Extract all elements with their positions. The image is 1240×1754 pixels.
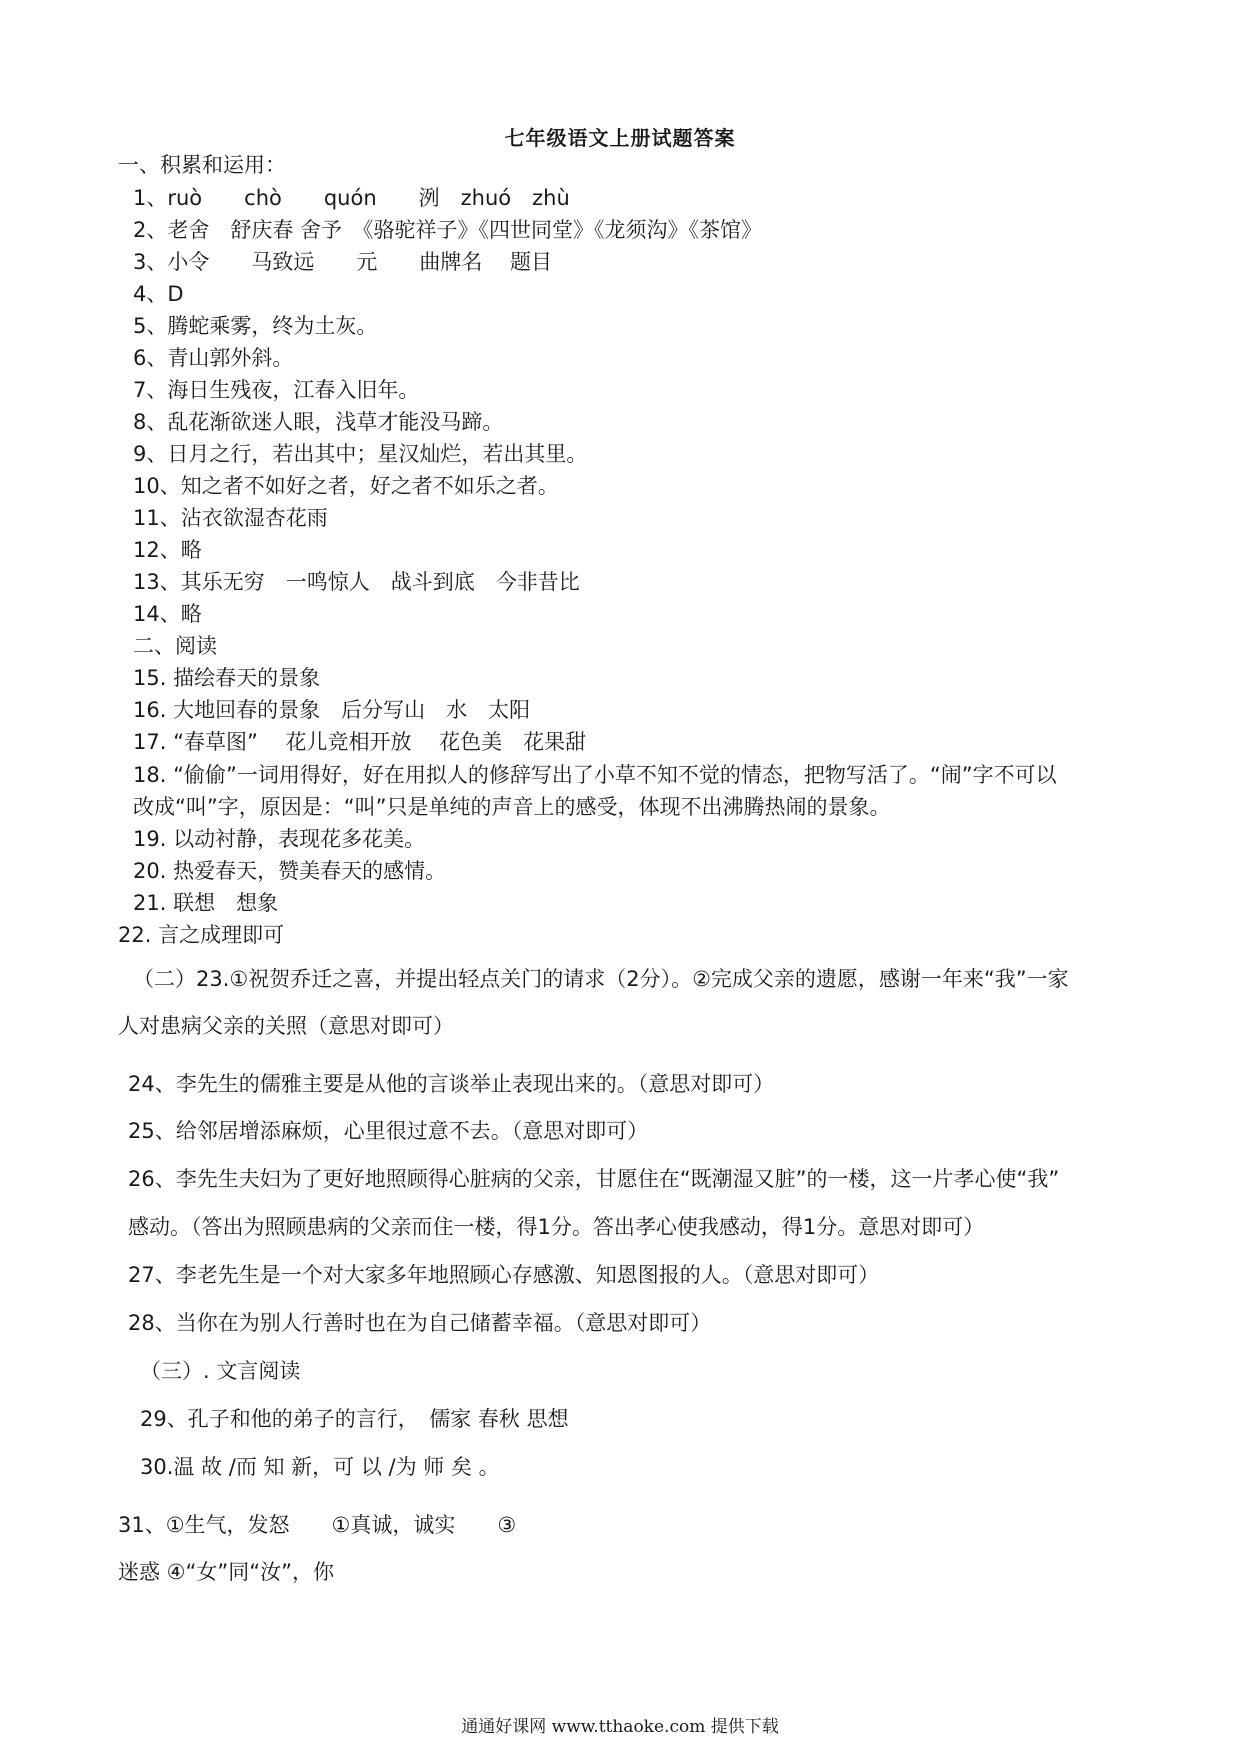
answer-line: 19. 以动衬静，表现花多花美。 bbox=[133, 827, 426, 851]
answer-line: 9、日月之行，若出其中；星汉灿烂，若出其里。 bbox=[133, 442, 588, 466]
answer-line: 7、海日生残夜，江春入旧年。 bbox=[133, 378, 420, 402]
answer-line: 4、D bbox=[133, 282, 184, 306]
answer-line: 感动。（答出为照顾患病的父亲而住一楼，得1分。答出孝心使我感动，得1分。意思对即可） bbox=[128, 1215, 985, 1239]
section-heading: （三）. 文言阅读 bbox=[140, 1359, 301, 1383]
answer-line: 31、①生气，发怒 ①真诚，诚实 ③ bbox=[118, 1513, 517, 1537]
answer-line: 人对患病父亲的关照（意思对即可） bbox=[118, 1014, 454, 1038]
answer-line: 3、小令 马致远 元 曲牌名 题目 bbox=[133, 250, 553, 274]
answer-line: 26、李先生夫妇为了更好地照顾得心脏病的父亲，甘愿住在“既潮湿又脏”的一楼，这一片孝心使“我” bbox=[128, 1167, 1060, 1191]
answer-line: 27、李老先生是一个对大家多年地照顾心存感激、知恩图报的人。（意思对即可） bbox=[128, 1263, 880, 1287]
answer-line: 17. “春草图” 花儿竞相开放 花色美 花果甜 bbox=[133, 730, 587, 754]
answer-line: 24、李先生的儒雅主要是从他的言谈举止表现出来的。（意思对即可） bbox=[128, 1072, 775, 1096]
answer-line: 15. 描绘春天的景象 bbox=[133, 666, 321, 690]
answer-line: 30.温 故 /而 知 新，可 以 /为 师 矣 。 bbox=[140, 1455, 500, 1479]
answer-line: 10、知之者不如好之者，好之者不如乐之者。 bbox=[133, 474, 559, 498]
page-title: 七年级语文上册试题答案 bbox=[504, 126, 736, 150]
answer-line: 28、当你在为别人行善时也在为自己储蓄幸福。（意思对即可） bbox=[128, 1311, 712, 1335]
answer-line: 5、腾蛇乘雾，终为土灰。 bbox=[133, 314, 378, 338]
answer-line: 14、略 bbox=[133, 602, 202, 626]
answer-line: 21. 联想 想象 bbox=[133, 891, 279, 915]
answer-line: 1、ruò chò quón 洌 zhuó zhù bbox=[133, 186, 570, 210]
answer-line: 29、孔子和他的弟子的言行， 儒家 春秋 思想 bbox=[140, 1407, 569, 1431]
answer-line: 18. “偷偷”一词用得好，好在用拟人的修辞写出了小草不知不觉的情态，把物写活了。“闹”字不可以 bbox=[133, 763, 1057, 787]
answer-line: 16. 大地回春的景象 后分写山 水 太阳 bbox=[133, 698, 531, 722]
answer-line: 迷惑 ④“女”同“汝”，你 bbox=[118, 1560, 335, 1584]
page-footer: 通通好课网 www.tthaoke.com 提供下载 bbox=[461, 1717, 779, 1737]
answer-line: 8、乱花渐欲迷人眼，浅草才能没马蹄。 bbox=[133, 410, 504, 434]
answer-line: （二）23.①祝贺乔迁之喜，并提出轻点关门的请求（2分）。②完成父亲的遗愿，感谢一年来“我”一家 bbox=[133, 967, 1069, 991]
answer-line: 25、给邻居增添麻烦，心里很过意不去。（意思对即可） bbox=[128, 1119, 649, 1143]
answer-line: 22. 言之成理即可 bbox=[118, 923, 285, 947]
answer-line: 12、略 bbox=[133, 538, 202, 562]
answer-line: 11、沾衣欲湿杏花雨 bbox=[133, 506, 328, 530]
section-heading: 一、积累和运用： bbox=[118, 153, 286, 177]
answer-line: 2、老舍 舒庆春 舍予 《骆驼祥子》《四世同堂》《龙须沟》《茶馆》 bbox=[133, 218, 763, 242]
answer-line: 20. 热爱春天，赞美春天的感情。 bbox=[133, 859, 447, 883]
answer-line: 6、青山郭外斜。 bbox=[133, 346, 294, 370]
section-heading: 二、阅读 bbox=[133, 634, 217, 658]
answer-line: 13、其乐无穷 一鸣惊人 战斗到底 今非昔比 bbox=[133, 570, 580, 594]
answer-line: 改成“叫”字，原因是：“叫”只是单纯的声音上的感受，体现不出沸腾热闹的景象。 bbox=[133, 795, 891, 819]
